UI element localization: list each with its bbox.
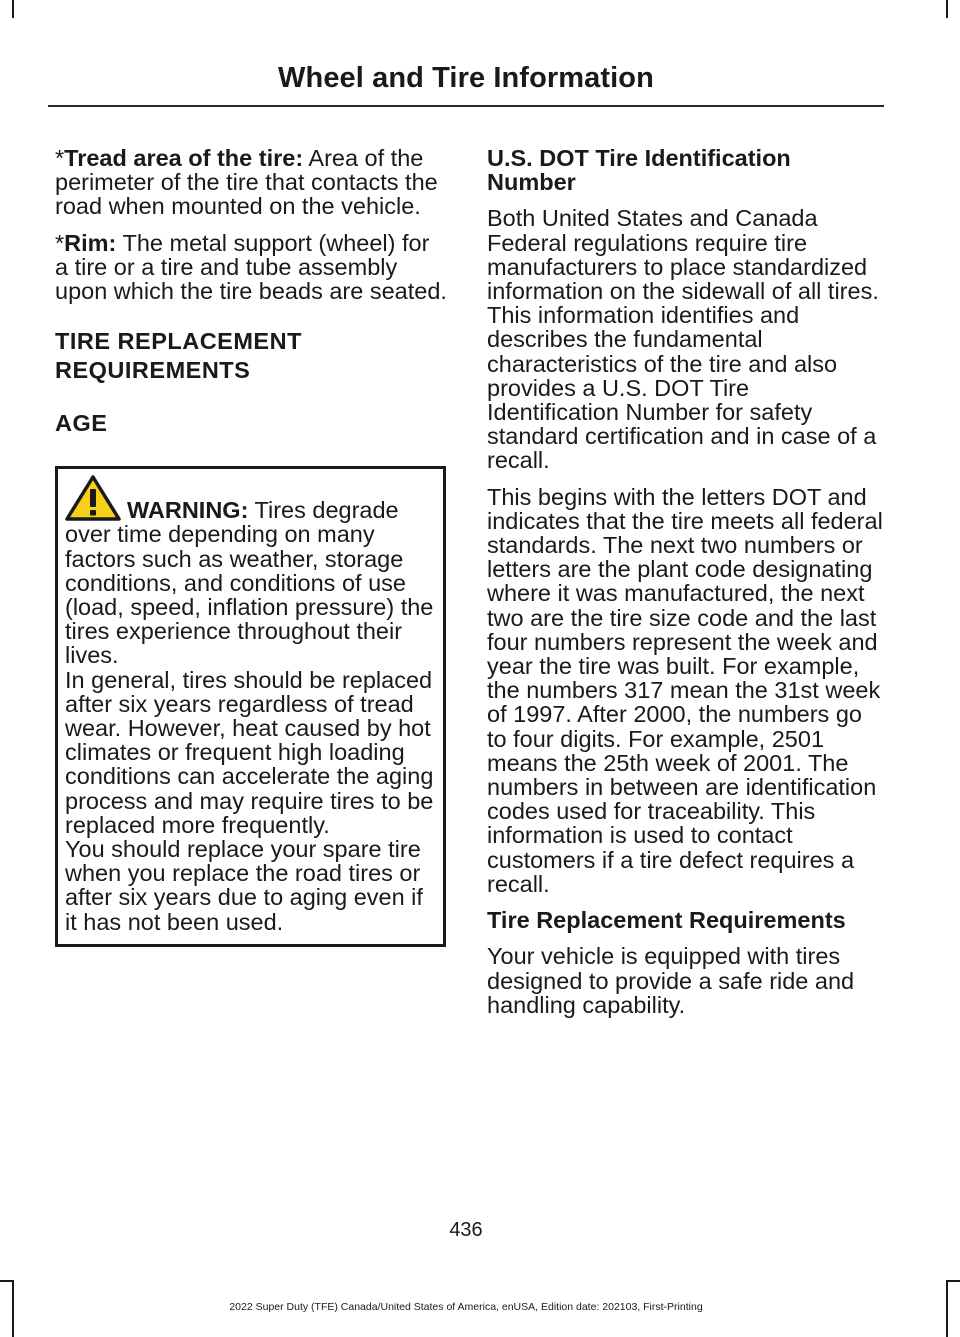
section-heading-cont: REQUIREMENTS xyxy=(55,357,251,384)
page-number: 436 xyxy=(449,1219,483,1241)
body-paragraph: Both United States and Canada Federal regulations require tire manufacturers to place standardized information on the sidewall of all tires. This information identifies and describes the fundamental characteristics of the tire and also provides a U.S. DOT Tire Identification Number for safety standard certification and in case of a recall. xyxy=(487,205,879,474)
page-header-title: Wheel and Tire Information xyxy=(278,62,654,94)
section-heading: TIRE REPLACEMENT xyxy=(55,328,302,355)
definition-tread-area: *Tread area of the tire: Area of the perimeter of the tire that contacts the road when mounted on the vehicle. xyxy=(55,145,438,220)
warning-label: WARNING: xyxy=(127,497,249,524)
left-column xyxy=(55,146,447,947)
warning-paragraph: You should replace your spare tire when you replace the road tires or after six years due to aging even if it has not been used. xyxy=(65,836,423,935)
crop-mark-bottom-right-h xyxy=(946,1280,960,1282)
crop-mark-top-left xyxy=(12,0,14,18)
crop-mark-bottom-right xyxy=(946,1280,948,1337)
right-column xyxy=(487,146,885,1029)
warning-triangle-icon xyxy=(65,475,121,521)
footer-edition: 2022 Super Duty (TFE) Canada/United States of America, enUSA, Edition date: 202103, First-Printing xyxy=(229,1301,703,1313)
crop-mark-bottom-left xyxy=(12,1280,14,1337)
definition-rim: *Rim: The metal support (wheel) for a tire or a tire and tube assembly upon which the tire beads are seated. xyxy=(55,229,447,305)
header-divider xyxy=(48,105,884,107)
definition-term: Tread area of the tire: xyxy=(64,145,304,171)
heading-tire-replacement: Tire Replacement Requirements xyxy=(487,907,846,934)
crop-mark-bottom-left-h xyxy=(0,1280,14,1282)
warning-paragraph: WARNING: Tires degrade over time depending on many factors such as weather, storage conditions, and conditions of use (load, speed, inflation pressure) the tires experience throughout their lives. xyxy=(65,497,434,669)
body-paragraph: Your vehicle is equipped with tires designed to provide a safe ride and handling capability. xyxy=(487,943,855,1018)
warning-paragraph: In general, tires should be replaced after six years regardless of tread wear. However, heat caused by hot climates or frequent high loading conditions can accelerate the aging process and may require tires to be replaced more frequently. xyxy=(65,666,434,838)
crop-mark-top-right xyxy=(946,0,948,18)
warning-box xyxy=(55,466,446,947)
heading-dot-tire-id: U.S. DOT Tire Identification Number xyxy=(487,145,791,196)
body-paragraph: This begins with the letters DOT and indicates that the tire meets all federal standards. The next two numbers or letters are the plant code designating where it was manufactured, the next two are the tire size code and the last four numbers represent the week and year the tire was built. For example, the numbers 317 mean the 31st week of 1997. After 2000, the numbers go to four digits. For example, 2501 means the 25th week of 2001. The numbers in between are identification codes used for traceability. This information is used to contact customers if a tire defect requires a recall. xyxy=(487,483,883,897)
subsection-heading-age: AGE xyxy=(55,410,108,437)
definition-term: Rim: xyxy=(64,229,117,256)
